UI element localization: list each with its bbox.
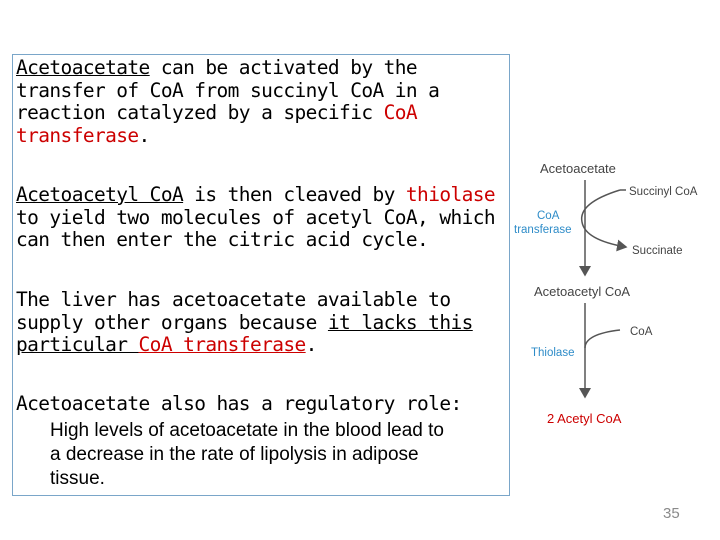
phrase-lacks: it lacks this bbox=[327, 310, 473, 334]
text-line: reaction catalyzed by a specific bbox=[16, 101, 384, 124]
text-line: can then enter the citric acid cycle. bbox=[16, 228, 429, 251]
text-line: tissue. bbox=[50, 468, 105, 489]
term-coa: CoA bbox=[383, 101, 418, 124]
label-acetoacetate: Acetoacetate bbox=[540, 161, 616, 176]
arrow-curved-transfer bbox=[582, 190, 626, 247]
term-coa-transferase: CoA transferase bbox=[138, 333, 306, 356]
text-line: supply other organs because bbox=[16, 310, 328, 334]
label-acetoacetyl-coa: Acetoacetyl CoA bbox=[534, 284, 631, 299]
text-line: . bbox=[305, 333, 317, 356]
term-transferase: transferase bbox=[16, 123, 139, 147]
term-acetoacetate: Acetoacetate bbox=[16, 56, 150, 79]
text-line: is then cleaved by bbox=[183, 183, 406, 206]
text-line: High levels of acetoacetate in the blood lead to bbox=[50, 420, 444, 441]
text-line: to yield two molecules of acetyl CoA, which bbox=[16, 205, 496, 229]
text-line: transfer of CoA from succinyl CoA in a bbox=[16, 78, 440, 102]
label-transferase-enzyme: transferase bbox=[514, 224, 572, 236]
text-line: a decrease in the rate of lipolysis in adipose bbox=[50, 444, 419, 465]
text-line: . bbox=[138, 123, 150, 147]
term-thiolase: thiolase bbox=[405, 183, 496, 206]
term-acetoacetyl-coa: Acetoacetyl CoA bbox=[16, 183, 184, 206]
page-number: 35 bbox=[663, 505, 680, 522]
text-line: can be activated by the bbox=[149, 56, 418, 79]
text-line: Acetoacetate also has a regulatory role: bbox=[16, 392, 462, 415]
arrow-coa-in bbox=[585, 330, 620, 348]
label-succinate: Succinate bbox=[632, 245, 683, 257]
label-succinyl-coa: Succinyl CoA bbox=[629, 186, 698, 198]
phrase-particular: particular bbox=[16, 333, 139, 356]
label-acetyl-coa: 2 Acetyl CoA bbox=[547, 411, 622, 426]
text-line: The liver has acetoacetate available to bbox=[16, 288, 451, 311]
label-coa-enzyme: CoA bbox=[537, 210, 560, 222]
label-thiolase-enzyme: Thiolase bbox=[531, 347, 575, 359]
label-coa: CoA bbox=[630, 326, 653, 338]
